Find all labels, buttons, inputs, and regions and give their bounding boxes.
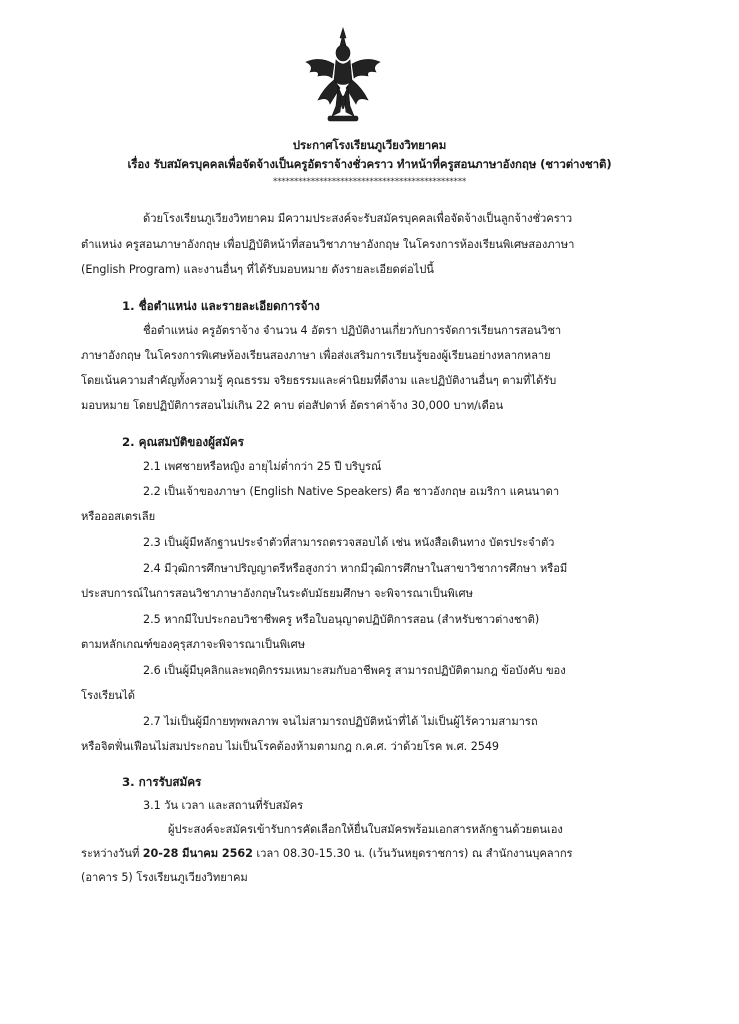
item-2-5: 2.5 หากมีใบประกอบวิชาชีพครู หรือใบอนุญาตปฏิบัติการสอน (สำหรับชาวต่างชาติ) [143,613,540,626]
divider: ********************************************** [272,177,467,187]
section-1-heading: 1. ชื่อตำแหน่ง และรายละเอียดการจ้าง [122,299,320,313]
item-2-7: 2.7 ไม่เป็นผู้มีกายทุพพลภาพ จนไม่สามารถปฏิบัติหน้าที่ได้ ไม่เป็นผู้ไร้ความสามารถ [143,715,538,728]
intro-line-3: (English Program) และงานอื่นๆ ที่ได้รับมอบหมาย ดังรายละเอียดต่อไปนี้ [81,263,434,276]
item-2-6: 2.6 เป็นผู้มีบุคลิกและพฤติกรรมเหมาะสมกับอาชีพครู สามารถปฏิบัติตามกฎ ข้อบังคับ ของ [143,664,566,677]
item-2-1: 2.1 เพศชายหรือหญิง อายุไม่ต่ำกว่า 25 ปี บริบูรณ์ [143,460,382,473]
section-3-line-1: ผู้ประสงค์จะสมัครเข้ารับการคัดเลือกให้ยื่นใบสมัครพร้อมเอกสารหลักฐานด้วยตนเอง [168,823,563,836]
item-2-2: 2.2 เป็นเจ้าของภาษา (English Native Speakers) คือ ชาวอังกฤษ อเมริกา แคนนาดา [143,485,560,498]
section-3-heading: 3. การรับสมัคร [122,775,202,789]
item-2-5-cont: ตามหลักเกณฑ์ของคุรุสภาจะพิจารณาเป็นพิเศษ [81,638,306,651]
section-3-line-3: (อาคาร 5) โรงเรียนภูเวียงวิทยาคม [81,871,248,884]
garuda-emblem-icon [300,26,386,126]
section-1-line-2: ภาษาอังกฤษ ในโครงการพิเศษห้องเรียนสองภาษา เพื่อส่งเสริมการเรียนรู้ของผู้เรียนอย่างหลากหลาย [81,349,551,362]
item-2-4: 2.4 มีวุฒิการศึกษาปริญญาตรีหรือสูงกว่า หากมีวุฒิการศึกษาในสาขาวิชาการศึกษา หรือมี [143,562,568,575]
section-1-line-4: มอบหมาย โดยปฏิบัติการสอนไม่เกิน 22 คาบ ต่อสัปดาห์ อัตราค่าจ้าง 30,000 บาท/เดือน [81,399,504,412]
subject-line: เรื่อง รับสมัครบุคคลเพื่อจัดจ้างเป็นครูอัตราจ้างชั่วคราว ทำหน้าที่ครูสอนภาษาอังกฤษ (ชาวต่างชาติ) [127,157,612,171]
item-2-4-cont: ประสบการณ์ในการสอนวิชาภาษาอังกฤษในระดับมัธยมศึกษา จะพิจารณาเป็นพิเศษ [81,587,473,600]
section-2-heading: 2. คุณสมบัติของผู้สมัคร [122,435,244,449]
section-3-line-2 [81,846,573,862]
intro-line-2: ตำแหน่ง ครูสอนภาษาอังกฤษ เพื่อปฏิบัติหน้าที่สอนวิชาภาษาอังกฤษ ในโครงการห้องเรียนพิเศษสองภาษา [81,238,575,251]
intro-line-1: ด้วยโรงเรียนภูเวียงวิทยาคม มีความประสงค์จะรับสมัครบุคคลเพื่อจัดจ้างเป็นลูกจ้างชั่วคราว [143,212,573,225]
item-2-7-cont: หรือจิตฟั่นเฟือนไม่สมประกอบ ไม่เป็นโรคต้องห้ามตามกฎ ก.ค.ศ. ว่าด้วยโรค พ.ศ. 2549 [81,740,499,753]
date-prefix: ระหว่างวันที่ [81,847,143,860]
item-2-6-cont: โรงเรียนได้ [81,689,135,702]
section-1-line-3: โดยเน้นความสำคัญทั้งความรู้ คุณธรรม จริยธรรมและค่านิยมที่ดีงาม และปฏิบัติงานอื่นๆ ตามที่ได้รับ [81,374,557,387]
item-3-1: 3.1 วัน เวลา และสถานที่รับสมัคร [143,799,304,812]
date-rest: เวลา 08.30-15.30 น. (เว้นวันหยุดราชการ) ณ สำนักงานบุคลากร [252,847,573,860]
item-2-2-cont: หรือออสเตรเลีย [81,510,156,523]
section-1-line-1: ชื่อตำแหน่ง ครูอัตราจ้าง จำนวน 4 อัตรา ปฏิบัติงานเกี่ยวกับการจัดการเรียนการสอนวิชา [143,324,562,337]
application-dates: 20-28 มีนาคม 2562 [142,847,253,860]
school-title: ประกาศโรงเรียนภูเวียงวิทยาคม [292,138,447,152]
item-2-3: 2.3 เป็นผู้มีหลักฐานประจำตัวที่สามารถตรวจสอบได้ เช่น หนังสือเดินทาง บัตรประจำตัว [143,536,555,549]
